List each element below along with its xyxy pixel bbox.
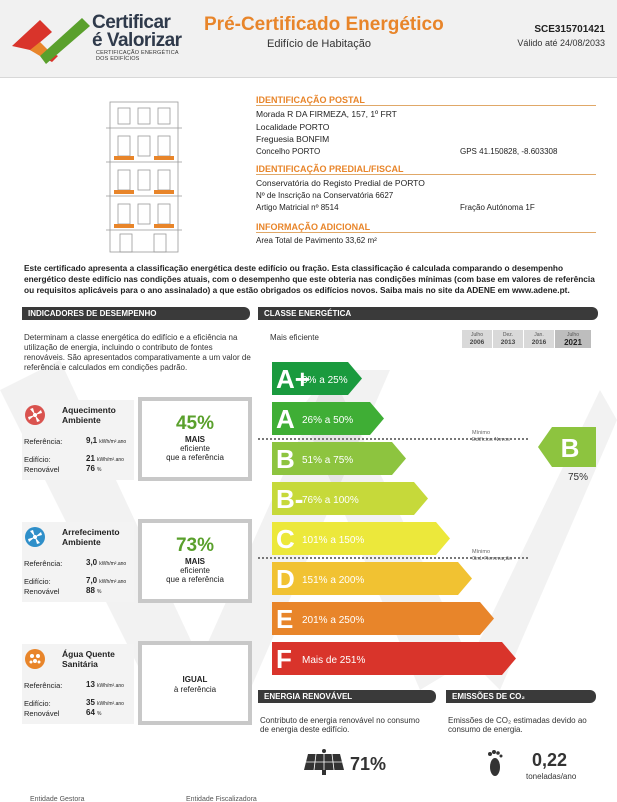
class-letter: D [276,564,295,594]
class-range: 76% a 100% [302,495,359,506]
logo-text-2: é Valorizar [92,30,182,51]
autonomous-fraction: Fração Autónoma 1F [460,203,535,212]
energy-class-heading: CLASSE ENERGÉTICA [258,307,598,320]
energy-class-arrow [272,402,384,435]
renewable-label: Renovável [24,709,60,718]
document-subtitle: Edifício de Habitação [267,38,371,50]
class-range: 101% a 150% [302,535,365,546]
building-value: 21 kWh/m².ano [86,454,124,463]
class-letter: B- [276,484,304,514]
class-range: Mais de 251% [302,655,366,666]
reference-label: Referência: [24,437,63,446]
min-new-buildings-label: Mínimo Edifícios Novos [472,430,510,443]
most-efficient-label: Mais eficiente [270,333,319,342]
indicator-heating [22,400,134,480]
year-2006: Julho 2006 [462,330,492,348]
predial-heading: IDENTIFICAÇÃO PREDIAL/FISCAL [256,164,404,174]
class-range: 0% a 25% [302,375,348,386]
renewable-value: 88 % [86,586,102,595]
year-2021: Julho 2021 [555,330,591,348]
emissions-value: 0,22 [532,750,568,770]
efficiency-comparison: IGUAL [182,675,208,684]
efficiency-label: à referência [173,685,217,694]
emissions-heading: EMISSÕES DE CO₂ [446,690,596,703]
energy-class-arrow [272,562,472,595]
additional-info-heading: INFORMAÇÃO ADICIONAL [256,222,371,232]
year-2016: Jan. 2016 [524,330,554,348]
efficiency-comparison: MAIS [185,557,205,566]
reference-value: 13 kWh/m².ano [86,680,124,689]
emissions-unit: toneladas/ano [526,772,577,781]
logo-subtext-1: CERTIFICAÇÃO ENERGÉTICA [96,50,179,56]
logo-subtext-2: DOS EDIFÍCIOS [96,56,140,62]
footprint-icon [484,748,506,778]
result-percentage: 75% [568,472,589,483]
certificate-id: SCE315701421 [534,24,605,35]
indicator-title: Arrefecimento Ambiente [62,527,120,547]
header [0,0,617,78]
year-2013: Dez. 2013 [493,330,523,348]
efficiency-comparison: MAIS [185,435,205,444]
hot-water-efficiency-box [138,641,252,725]
renewable-label: Renovável [24,587,60,596]
footer-managing-entity: Entidade Gestora [30,796,85,802]
intro-text: Este certificado apresenta a classificação energética deste edifício ou fração. Esta classificação é calculada comparando o desempenho energético deste edifício nas condições atuais, com o desempenho que este obteria nas condições mínimas (com base em valores de referência ou requisitos aplicáveis para o ano assinalado) a que estão obrigados os edifícios novos. Saiba mais no site da ADENE em www.adene.pt. [24,263,595,295]
class-letter: E [276,604,294,634]
parish: Freguesia BONFIM [256,134,330,144]
class-range: 151% a 200% [302,575,365,586]
divider [256,174,596,175]
class-range: 26% a 50% [302,415,354,426]
renewable-heading: ENERGIA RENOVÁVEL [258,690,436,703]
energy-class-arrow [272,602,494,635]
municipality: Concelho PORTO [256,147,321,156]
gps-coordinates: GPS 41.150828, -8.603308 [460,147,558,156]
class-range: 51% a 75% [302,455,354,466]
postal-heading: IDENTIFICAÇÃO POSTAL [256,95,365,105]
renewable-value: 71% [350,754,387,774]
document-title: Pré-Certificado Energético [204,14,444,35]
energy-class-arrow [272,442,406,475]
efficiency-label: eficiente [180,566,210,575]
building-drawing [104,98,184,254]
building-label: Edifício: [24,577,51,586]
registry-office: Conservatória do Registo Predial de PORTO [256,178,425,188]
class-letter: F [276,644,292,674]
class-letter: A+ [276,364,310,394]
address: Morada R DA FIRMEZA, 157, 1º FRT [256,109,397,119]
min-renovation-label: Mínimo Grd. Renovação [472,549,513,562]
indicator-hot-water [22,644,134,724]
energy-class-arrow [272,362,362,395]
solar-panel-icon [302,748,346,776]
energy-class-arrow [272,482,428,515]
reference-label: Referência: [24,559,63,568]
reference-label: Referência: [24,681,63,690]
divider [256,232,596,233]
heating-efficiency-box [138,397,252,481]
indicator-title: Água Quente Sanitária [62,649,115,669]
heating-efficiency-pct: 45% [175,413,215,434]
indicators-heading: INDICADORES DE DESEMPENHO [22,307,250,320]
building-label: Edifício: [24,699,51,708]
hot-water-icon [24,648,46,670]
divider [256,105,596,106]
energy-class-arrow [272,642,516,675]
renewable-description: Contributo de energia renovável no consumo de energia deste edifício. [260,716,420,734]
indicator-cooling [22,522,134,602]
class-range: 201% a 250% [302,615,365,626]
logo [12,12,212,68]
valid-until: Válido até 24/08/2033 [517,38,605,48]
locality: Localidade PORTO [256,122,330,132]
floor-area: Area Total de Pavimento 33,62 m² [256,236,377,245]
cooling-efficiency-pct: 73% [175,535,215,556]
building-value: 7,0 kWh/m².ano [86,576,127,585]
cooling-efficiency-box [138,519,252,603]
renewable-value: 64 % [86,708,102,717]
renewable-value: 76 % [86,464,102,473]
indicator-title: Aquecimento Ambiente [62,405,116,425]
footer-supervising-entity: Entidade Fiscalizadora [186,796,257,802]
logo-check-icon [12,16,90,64]
emissions-description: Emissões de CO₂ estimadas devido ao consumo de energia. [448,716,587,734]
building-value: 35 kWh/m².ano [86,698,124,707]
reference-value: 9,1 kWh/m².ano [86,436,127,445]
building-label: Edifício: [24,455,51,464]
registration-number: Nº de Inscrição na Conservatória 6627 [256,191,394,200]
energy-class-arrow [272,522,450,555]
efficiency-reference: que a referência [166,453,224,462]
cooling-icon [24,526,46,548]
renewable-label: Renovável [24,465,60,474]
matrix-article: Artigo Matricial nº 8514 [256,203,339,212]
energy-class-result [538,427,596,467]
efficiency-label: eficiente [180,444,210,453]
class-letter: A [276,404,295,434]
class-letter: C [276,524,295,554]
efficiency-reference: que a referência [166,575,224,584]
result-letter: B [560,433,580,463]
class-letter: B [276,444,295,474]
indicators-description: Determinam a classe energética do edifício e a eficiência na utilização de energia, incluindo o contributo de fontes renováveis. São apresentados comparativamente a um valor de referência e calculados em condições padrão. [24,333,251,372]
reference-value: 3,0 kWh/m².ano [86,558,127,567]
heating-icon [24,404,46,426]
logo-text-1: Certificar [92,12,171,33]
